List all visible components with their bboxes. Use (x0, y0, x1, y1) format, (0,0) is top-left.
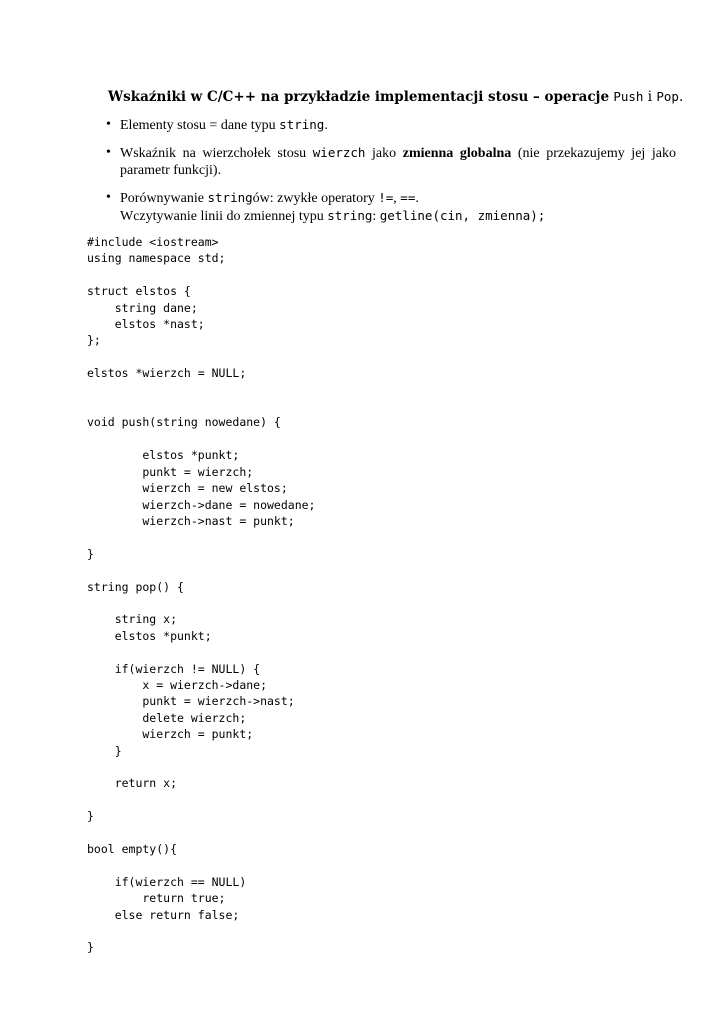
bullet-item (90, 189, 676, 225)
inline-code: getline(cin, zmienna); (379, 208, 546, 223)
inline-code: string (279, 117, 325, 132)
bullet-text: jako (372, 146, 397, 161)
bullet-text: Wskaźnik na wierzchołek stosu (120, 146, 307, 161)
bullet-text: , (393, 191, 397, 206)
bullet-text: : (372, 209, 377, 224)
bullet-text: . (415, 191, 419, 206)
title-text: Wskaźniki w C/C++ na przykładzie implementacji stosu – operacje (108, 89, 610, 105)
title-push: Push (613, 89, 644, 104)
bullet-text: (nie przekazujemy jej jako parametr funkcji). (120, 146, 676, 178)
title-end: . (678, 89, 684, 105)
inline-code: == (400, 190, 416, 205)
bullet-text: . (324, 118, 328, 133)
inline-code: string (327, 208, 373, 223)
section-title (108, 88, 708, 106)
bullet-dot: • (106, 117, 111, 132)
bullet-text: ów: zwykłe operatory (252, 191, 375, 206)
title-pop: Pop (656, 89, 679, 104)
inline-code: string (207, 190, 253, 205)
bullet-item (90, 144, 676, 179)
code-listing: #include <iostream> using namespace std; struct elstos { string dane; elstos *nast; }; elstos *wierzch = NULL; void push(string nowedane) { elstos *punkt; punkt = wierzch; wierzch = new elstos; wierzch->dane = nowedane; wierzch->nast = punkt; } string pop() { string x; elstos *punkt; if(wierzch != NULL) { x = wierzch->dane; punkt = wierzch->nast; delete wierzch; wierzch = punkt; } return x; } bool empty(){ if(wierzch == NULL) return true; else return false; } (87, 235, 316, 955)
bullet-text: Porównywanie (120, 191, 204, 206)
inline-code: wierzch (312, 145, 366, 160)
bullet-bold-text: zmienna globalna (402, 146, 512, 161)
inline-code: != (378, 190, 394, 205)
bullet-dot: • (106, 145, 111, 160)
bullet-dot: • (106, 190, 111, 205)
title-conj: i (647, 89, 653, 105)
bullet-list (90, 116, 676, 235)
bullet-text: Elementy stosu = dane typu (120, 118, 276, 133)
bullet-item (90, 116, 676, 134)
bullet-text: Wczytywanie linii do zmiennej typu (120, 209, 324, 224)
